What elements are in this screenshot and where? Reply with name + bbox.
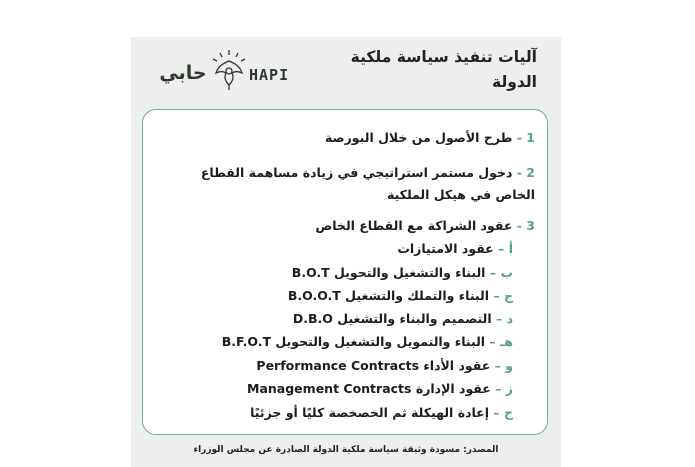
sub-item-letter: ز – xyxy=(491,381,513,396)
sub-item-text: إعادة الهيكلة ثم الخصخصة كليًا أو جزئيًا xyxy=(250,405,490,420)
sub-item-letter: ح – xyxy=(489,405,513,420)
sub-list-item xyxy=(288,285,513,307)
sub-item-text: التصميم والبناء والتشغيل D.B.O xyxy=(292,311,492,326)
list-item xyxy=(325,127,535,149)
logo-arabic-text: حابي xyxy=(159,62,207,84)
sub-item-text: البناء والتمويل والتشغيل والتحويل B.F.O.T xyxy=(221,334,486,349)
hapi-logo xyxy=(155,49,295,93)
sub-item-text: البناء والتشغيل والتحويل B.O.T xyxy=(291,265,486,280)
sub-item-letter: د – xyxy=(492,311,513,326)
sub-list-item xyxy=(397,238,513,260)
sub-list-item xyxy=(256,355,513,377)
item-text: طرح الأصول من خلال البورصة xyxy=(324,130,513,145)
item-number: 2 - xyxy=(512,165,535,180)
sub-item-text: البناء والتملك والتشغيل B.O.O.T xyxy=(287,288,490,303)
item-text: عقود الشراكة مع القطاع الخاص xyxy=(315,218,513,233)
sub-list-item xyxy=(222,331,513,353)
sub-item-letter: ج – xyxy=(489,288,513,303)
title-line-2: الدولة xyxy=(492,73,537,91)
sub-item-letter: أ – xyxy=(494,241,513,256)
source-note: المصدر: مسودة وثيقة سياسة ملكية الدولة الصادرة عن مجلس الوزراء xyxy=(193,445,499,455)
sub-item-text: عقود الامتيازات xyxy=(397,241,494,256)
item-number: 3 - xyxy=(512,218,535,233)
title-line-1: آليات تنفيذ سياسة ملكية xyxy=(350,48,537,66)
infographic-card xyxy=(131,37,561,467)
content-panel xyxy=(142,109,548,435)
item-text: دخول مستمر استراتيجي في زيادة مساهمة القطاع الخاص في هيكل الملكية xyxy=(200,165,535,202)
page-title xyxy=(307,45,537,95)
sub-list-item xyxy=(292,262,513,284)
sub-list-item xyxy=(247,378,513,400)
winged-emblem-icon xyxy=(209,49,249,93)
list-item xyxy=(315,215,535,237)
sub-item-letter: و – xyxy=(490,358,513,373)
sub-item-text: عقود الأداء Performance Contracts xyxy=(256,358,491,373)
logo-latin-text: HAPI xyxy=(249,66,290,84)
sub-item-letter: ب – xyxy=(485,265,513,280)
sub-item-letter: هـ – xyxy=(485,334,513,349)
sub-list-item xyxy=(293,308,513,330)
sub-list-item xyxy=(250,402,513,424)
item-number: 1 - xyxy=(512,130,535,145)
sub-item-text: عقود الإدارة Management Contracts xyxy=(247,381,491,396)
list-item xyxy=(165,162,535,206)
